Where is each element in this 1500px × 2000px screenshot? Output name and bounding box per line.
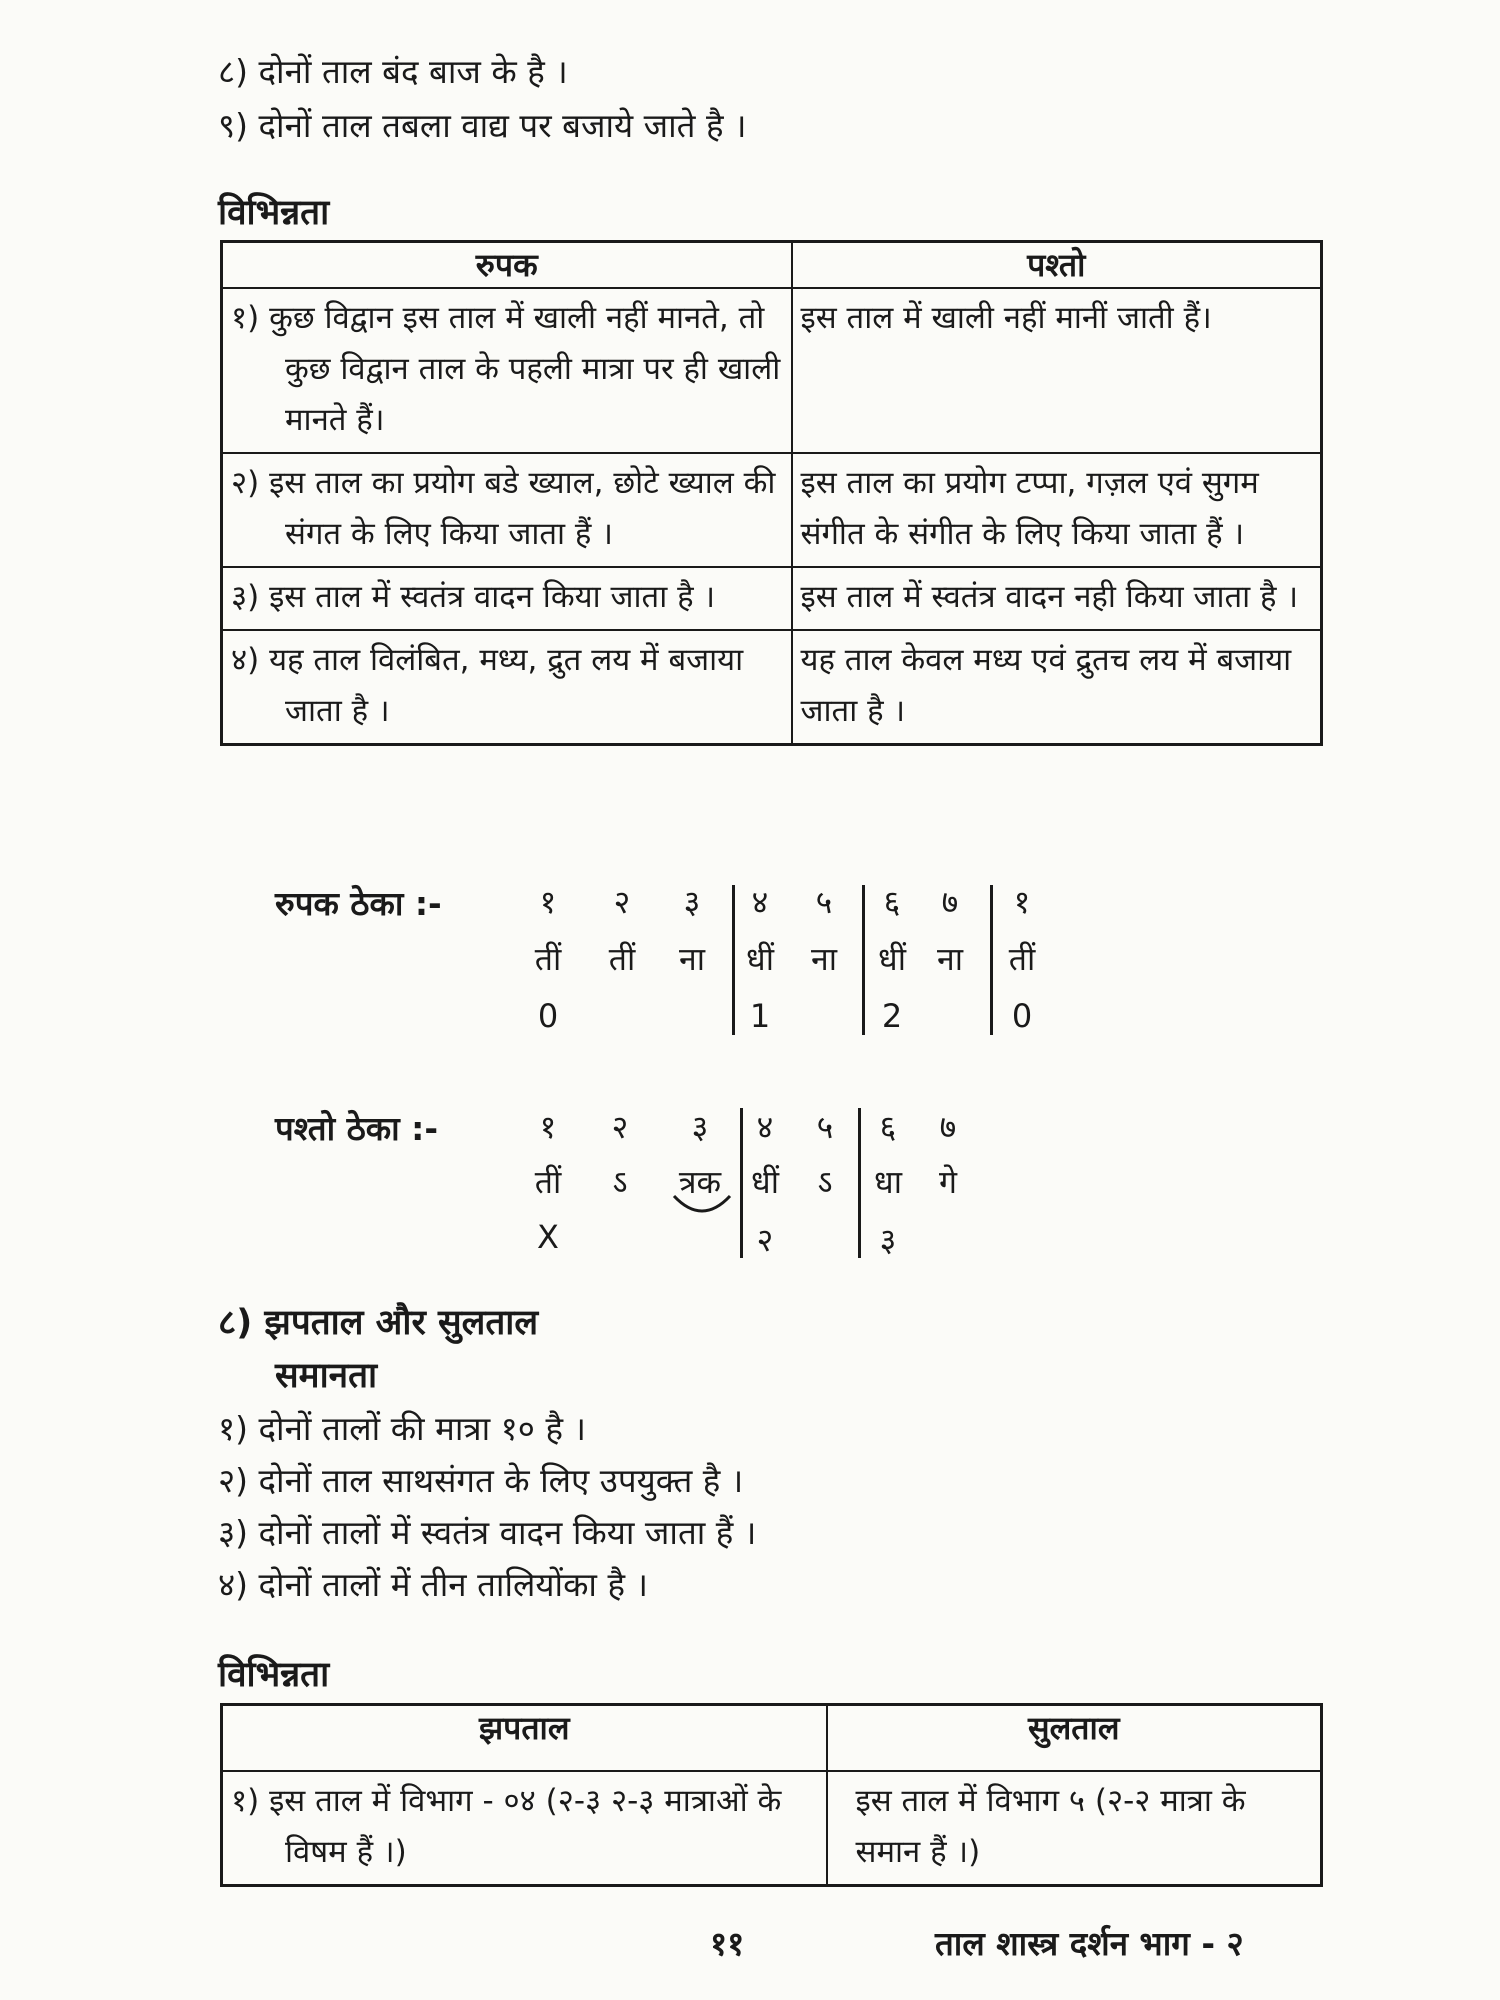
bol-syllable: धीं — [751, 1163, 779, 1201]
bol-syllable: गे — [938, 1163, 958, 1201]
tala-sign: २ — [756, 1221, 774, 1259]
vibhag-divider — [858, 1108, 861, 1258]
table-header-row — [222, 1705, 1322, 1772]
table-cell — [222, 630, 792, 745]
matra-number: ५ — [815, 883, 833, 921]
bol-syllable: तीं — [534, 1163, 562, 1201]
vibhag-divider — [732, 885, 735, 1035]
row-number: ३) — [231, 579, 260, 615]
row-number: २) — [231, 465, 260, 501]
vibhag-divider — [862, 885, 865, 1035]
column-header: पश्तो — [792, 242, 1322, 289]
table-cell — [792, 453, 1322, 567]
column-header: झपताल — [222, 1705, 827, 1772]
table-row — [222, 567, 1322, 630]
matra-number: ३ — [683, 883, 701, 921]
table-cell — [792, 288, 1322, 453]
row-number: १) — [231, 1783, 260, 1819]
tala-sign: 2 — [881, 997, 903, 1035]
matra-number: ५ — [816, 1108, 834, 1146]
table-cell — [792, 567, 1322, 630]
tie-arc — [670, 1192, 734, 1222]
row-number: ४) — [231, 642, 260, 678]
matra-number: ३ — [691, 1108, 709, 1146]
list-item: ४) दोनों तालों में तीन तालियोंका है । — [218, 1565, 648, 1604]
matra-number: ६ — [883, 883, 901, 921]
intro-item: ८) दोनों ताल बंद बाज के है । — [218, 52, 568, 91]
cell-text: कुछ विद्वान इस ताल में खाली नहीं मानते, तो कुछ विद्वान ताल के पहली मात्रा पर ही खाली मानते हैं। — [269, 300, 781, 438]
bol-syllable: धीं — [746, 940, 774, 978]
bol-syllable: तीं — [1008, 940, 1036, 978]
section-subheading: समानता — [275, 1356, 378, 1396]
table-row — [222, 630, 1322, 745]
tala-sign: ३ — [879, 1221, 897, 1259]
bol-syllable: ना — [678, 940, 706, 978]
matra-number: २ — [613, 883, 631, 921]
section-title: ८) झपताल और सुलताल — [218, 1303, 539, 1343]
comparison-table-rupak-pashto — [220, 240, 1323, 746]
cell-text: इस ताल में विभाग ५ (२-२ मात्रा के समान हैं ।) — [855, 1783, 1246, 1870]
bol-syllable: ना — [936, 940, 964, 978]
cell-text: इस ताल का प्रयोग बडे ख्याल, छोटे ख्याल की संगत के लिए किया जाता हैं । — [269, 465, 776, 552]
matra-number: ४ — [751, 883, 769, 921]
tala-sign: 1 — [749, 997, 771, 1035]
cell-text: यह ताल विलंबित, मध्य, द्रुत लय में बजाया जाता है । — [269, 642, 744, 729]
table-cell — [827, 1771, 1322, 1886]
matra-number: १ — [539, 1108, 557, 1146]
table-cell — [792, 630, 1322, 745]
list-item: ३) दोनों तालों में स्वतंत्र वादन किया जाता हैं । — [218, 1513, 757, 1552]
cell-text: यह ताल केवल मध्य एवं द्रुतच लय में बजाया जाता है । — [800, 642, 1292, 729]
tala-sign: X — [537, 1218, 559, 1256]
matra-number: २ — [611, 1108, 629, 1146]
table-cell — [222, 288, 792, 453]
table-row — [222, 1771, 1322, 1886]
bol-syllable: ना — [810, 940, 838, 978]
table-header-row — [222, 242, 1322, 289]
table-cell — [222, 453, 792, 567]
book-title: ताल शास्त्र दर्शन भाग - २ — [935, 1924, 1244, 1963]
tala-sign: 0 — [1011, 997, 1033, 1035]
bol-syllable: ऽ — [612, 1163, 628, 1201]
vibhag-divider — [740, 1108, 743, 1258]
cell-text: इस ताल में विभाग - ०४ (२-३ २-३ मात्राओं के विषम हैं ।) — [269, 1783, 782, 1870]
theka-label: रुपक ठेका :- — [275, 884, 442, 923]
table-row — [222, 288, 1322, 453]
matra-number: १ — [1013, 883, 1031, 921]
section-heading: विभिन्नता — [218, 193, 330, 233]
intro-item: ९) दोनों ताल तबला वाद्य पर बजाये जाते है । — [218, 106, 747, 145]
bol-syllable: तीं — [534, 940, 562, 978]
tala-sign: 0 — [537, 997, 559, 1035]
column-header: रुपक — [222, 242, 792, 289]
bol-syllable: धीं — [878, 940, 906, 978]
section-heading: विभिन्नता — [218, 1655, 330, 1695]
page-number: ११ — [710, 1924, 745, 1963]
column-header: सुलताल — [827, 1705, 1322, 1772]
matra-number: ६ — [879, 1108, 897, 1146]
list-item: १) दोनों तालों की मात्रा १० है । — [218, 1409, 586, 1448]
table-cell — [222, 567, 792, 630]
cell-text: इस ताल में खाली नहीं मानीं जाती हैं। — [800, 300, 1212, 336]
matra-number: ४ — [756, 1108, 774, 1146]
table-row — [222, 453, 1322, 567]
matra-number: ७ — [939, 1108, 957, 1146]
bol-syllable: त्रक — [678, 1163, 722, 1201]
matra-number: १ — [539, 883, 557, 921]
vibhag-divider — [990, 885, 993, 1035]
row-number: १) — [231, 300, 260, 336]
matra-number: ७ — [941, 883, 959, 921]
bol-syllable: धा — [874, 1163, 902, 1201]
list-item: २) दोनों ताल साथसंगत के लिए उपयुक्त है । — [218, 1461, 744, 1500]
comparison-table-jhaptal-sultal — [220, 1703, 1323, 1887]
cell-text: इस ताल में स्वतंत्र वादन किया जाता है । — [269, 579, 716, 615]
cell-text: इस ताल में स्वतंत्र वादन नही किया जाता है । — [800, 579, 1299, 615]
table-cell — [222, 1771, 827, 1886]
bol-syllable: तीं — [608, 940, 636, 978]
theka-label: पश्तो ठेका :- — [275, 1109, 439, 1148]
bol-syllable: ऽ — [817, 1163, 833, 1201]
cell-text: इस ताल का प्रयोग टप्पा, गज़ल एवं सुगम संगीत के संगीत के लिए किया जाता हैं । — [800, 465, 1259, 552]
